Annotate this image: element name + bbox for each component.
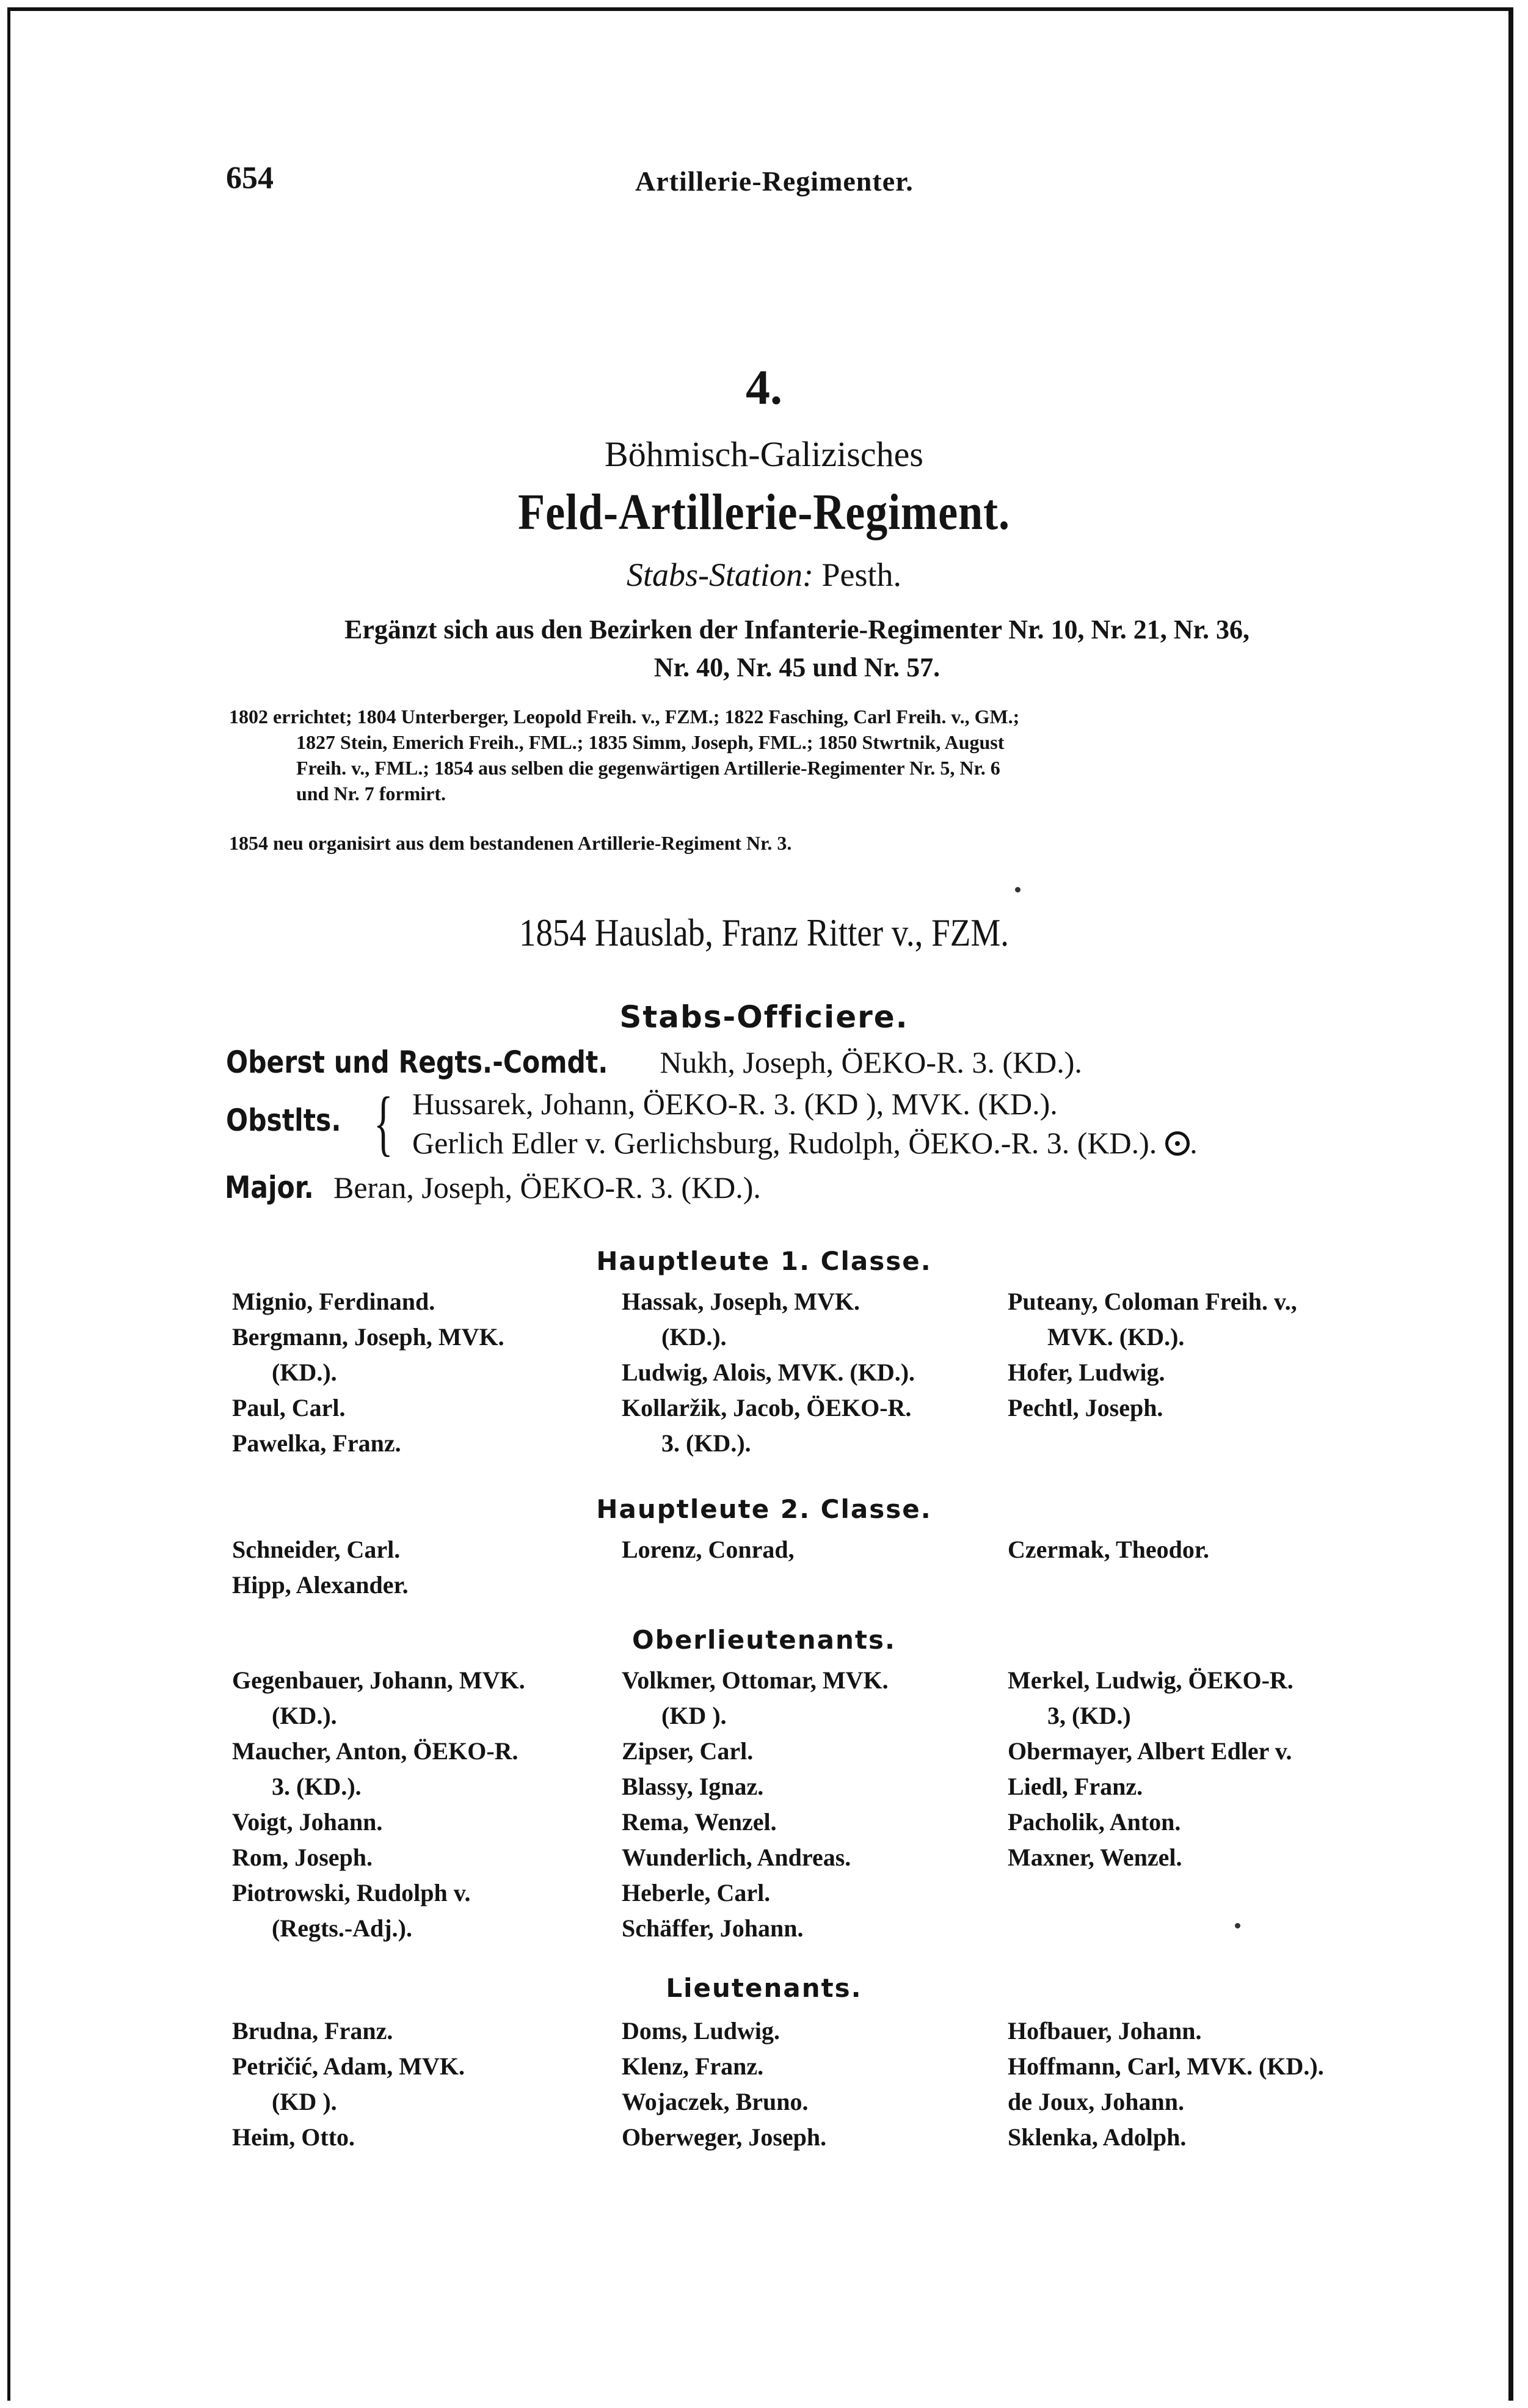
reorganization-note: 1854 neu organisirt aus dem bestandenen Artillerie-Regiment Nr. 3.	[229, 832, 792, 854]
list-item: (KD.).	[272, 1702, 337, 1729]
history-line: Freih. v., FML.; 1854 aus selben die gegenwärtigen Artillerie-Regimenter Nr. 5, Nr. 6	[296, 757, 1000, 779]
list-item: Pawelka, Franz.	[232, 1429, 401, 1457]
list-item: Rema, Wenzel.	[622, 1808, 777, 1836]
list-item: (Regts.-Adj.).	[272, 1914, 412, 1942]
list-item: Pacholik, Anton.	[1008, 1808, 1181, 1836]
regiment-subtitle: Böhmisch-Galizisches	[605, 434, 923, 474]
hauptleute-2-heading: Hauptleute 2. Classe.	[596, 1494, 932, 1524]
history-line: 1827 Stein, Emerich Freih., FML.; 1835 Simm, Joseph, FML.; 1850 Stwrtnik, August	[296, 731, 1005, 753]
page-number: 654	[226, 161, 274, 195]
obstlts-rank: Obstlts.	[226, 1103, 341, 1138]
list-item: Czermak, Theodor.	[1008, 1536, 1209, 1563]
list-item: Klenz, Franz.	[622, 2052, 764, 2080]
list-item: (KD ).	[661, 1702, 727, 1729]
list-item: Wunderlich, Andreas.	[622, 1844, 851, 1871]
list-item: (KD.).	[272, 1359, 337, 1386]
oberlieutenants-column-3	[1008, 1663, 1374, 1875]
list-item: Petričić, Adam, MVK.	[232, 2052, 465, 2080]
list-item: 3. (KD.).	[661, 1429, 751, 1457]
list-item: 3, (KD.)	[1047, 1702, 1131, 1729]
list-item: Gegenbauer, Johann, MVK.	[232, 1666, 525, 1694]
list-item: Maucher, Anton, ÖEKO-R.	[232, 1737, 518, 1765]
regiment-number: 4.	[746, 361, 782, 415]
list-item: Heim, Otto.	[232, 2123, 355, 2151]
lieutenants-column-3	[1008, 2013, 1374, 2155]
obstlt-name: Hussarek, Johann, ÖEKO-R. 3. (KD ), MVK. (KD.).	[412, 1087, 1058, 1121]
list-item: Volkmer, Ottomar, MVK.	[622, 1666, 889, 1694]
station-label: Stabs-Station:	[626, 556, 813, 593]
major-entry	[225, 1170, 761, 1205]
lieutenants-column-1	[232, 2013, 598, 2155]
oberlieutenants-heading: Oberlieutenants.	[632, 1625, 896, 1655]
list-item: Brudna, Franz.	[232, 2017, 393, 2045]
recruitment-line: Nr. 40, Nr. 45 und Nr. 57.	[653, 652, 940, 682]
list-item: Lorenz, Conrad,	[622, 1536, 795, 1563]
list-item: (KD ).	[272, 2088, 337, 2115]
regiment-commander: 1854 Hauslab, Franz Ritter v., FZM.	[518, 911, 1010, 954]
regiment-title: Feld-Artillerie-Regiment.	[518, 484, 1010, 541]
list-item: Blassy, Ignaz.	[622, 1773, 764, 1800]
list-item: 3. (KD.).	[272, 1773, 362, 1800]
lieutenants-column-2	[622, 2013, 988, 2155]
station-value: Pesth.	[821, 556, 902, 593]
hauptleute-1-column-2	[622, 1284, 988, 1461]
list-item: Schneider, Carl.	[232, 1536, 401, 1563]
list-item: Piotrowski, Rudolph v.	[232, 1879, 471, 1906]
obstlt-name-2: Gerlich Edler v. Gerlichsburg, Rudolph, ÖEKO.-R. 3. (KD.). .	[412, 1126, 1198, 1160]
history-line: und Nr. 7 formirt.	[296, 783, 446, 804]
list-item: (KD.).	[661, 1323, 727, 1351]
oberst-entry	[226, 1045, 1082, 1080]
list-item: Schäffer, Johann.	[622, 1914, 804, 1942]
list-item: Voigt, Johann.	[232, 1808, 383, 1836]
list-item: Bergmann, Joseph, MVK.	[232, 1323, 504, 1351]
staff-officers-heading: Stabs-Officiere.	[619, 999, 909, 1035]
brace-icon: {	[374, 1082, 393, 1163]
list-item: Mignio, Ferdinand.	[232, 1288, 435, 1315]
oberlieutenants-column-1	[232, 1663, 598, 1946]
list-item: Hofbauer, Johann.	[1008, 2017, 1202, 2045]
hauptleute-2-column-2	[622, 1532, 988, 1567]
list-item: Hassak, Joseph, MVK.	[622, 1288, 860, 1315]
list-item: Hipp, Alexander.	[232, 1571, 409, 1599]
ink-speck	[1015, 887, 1020, 892]
list-item: de Joux, Johann.	[1008, 2088, 1184, 2115]
hauptleute-2-column-1	[232, 1532, 598, 1603]
recruitment-paragraph	[226, 611, 1368, 687]
list-item: Maxner, Wenzel.	[1008, 1844, 1182, 1871]
major-rank: Major.	[225, 1170, 314, 1205]
list-item: Hoffmann, Carl, MVK. (KD.).	[1008, 2052, 1324, 2080]
running-head: Artillerie-Regimenter.	[635, 166, 914, 197]
hauptleute-2-column-3	[1008, 1532, 1374, 1567]
oberst-rank: Oberst und Regts.-Comdt.	[226, 1045, 608, 1080]
list-item: Rom, Joseph.	[232, 1844, 373, 1871]
ink-speck	[1235, 1923, 1240, 1928]
list-item: Pechtl, Joseph.	[1008, 1394, 1163, 1421]
list-item: Merkel, Ludwig, ÖEKO-R.	[1008, 1666, 1293, 1694]
list-item: Liedl, Franz.	[1008, 1773, 1143, 1800]
lieutenants-heading: Lieutenants.	[666, 1973, 862, 2003]
list-item: Zipser, Carl.	[622, 1737, 754, 1765]
list-item: Hofer, Ludwig.	[1008, 1359, 1165, 1386]
list-item: Paul, Carl.	[232, 1394, 346, 1421]
circle-dot-icon	[1165, 1131, 1190, 1156]
list-item: Obermayer, Albert Edler v.	[1008, 1737, 1292, 1765]
list-item: Wojaczek, Bruno.	[622, 2088, 809, 2115]
list-item: Doms, Ludwig.	[622, 2017, 780, 2045]
list-item: MVK. (KD.).	[1047, 1323, 1185, 1351]
hauptleute-1-heading: Hauptleute 1. Classe.	[596, 1246, 932, 1276]
list-item: Sklenka, Adolph.	[1008, 2123, 1187, 2151]
major-name: Beran, Joseph, ÖEKO-R. 3. (KD.).	[333, 1170, 761, 1205]
recruitment-line: Ergänzt sich aus den Bezirken der Infanterie-Regimenter Nr. 10, Nr. 21, Nr. 36,	[344, 615, 1250, 644]
list-item: Kollaržik, Jacob, ÖEKO-R.	[622, 1394, 912, 1421]
list-item: Puteany, Coloman Freih. v.,	[1008, 1288, 1297, 1315]
oberst-name: Nukh, Joseph, ÖEKO-R. 3. (KD.).	[660, 1045, 1082, 1079]
station-line	[0, 556, 1528, 594]
history-paragraph	[229, 704, 1371, 806]
list-item: Heberle, Carl.	[622, 1879, 771, 1906]
oberlieutenants-column-2	[622, 1663, 988, 1946]
hauptleute-1-column-1	[232, 1284, 598, 1461]
list-item: Oberweger, Joseph.	[622, 2123, 827, 2151]
list-item: Ludwig, Alois, MVK. (KD.).	[622, 1359, 915, 1386]
hauptleute-1-column-3	[1008, 1284, 1374, 1426]
history-line: 1802 errichtet; 1804 Unterberger, Leopold Freih. v., FZM.; 1822 Fasching, Carl Freih. v., GM.;	[229, 706, 1020, 728]
